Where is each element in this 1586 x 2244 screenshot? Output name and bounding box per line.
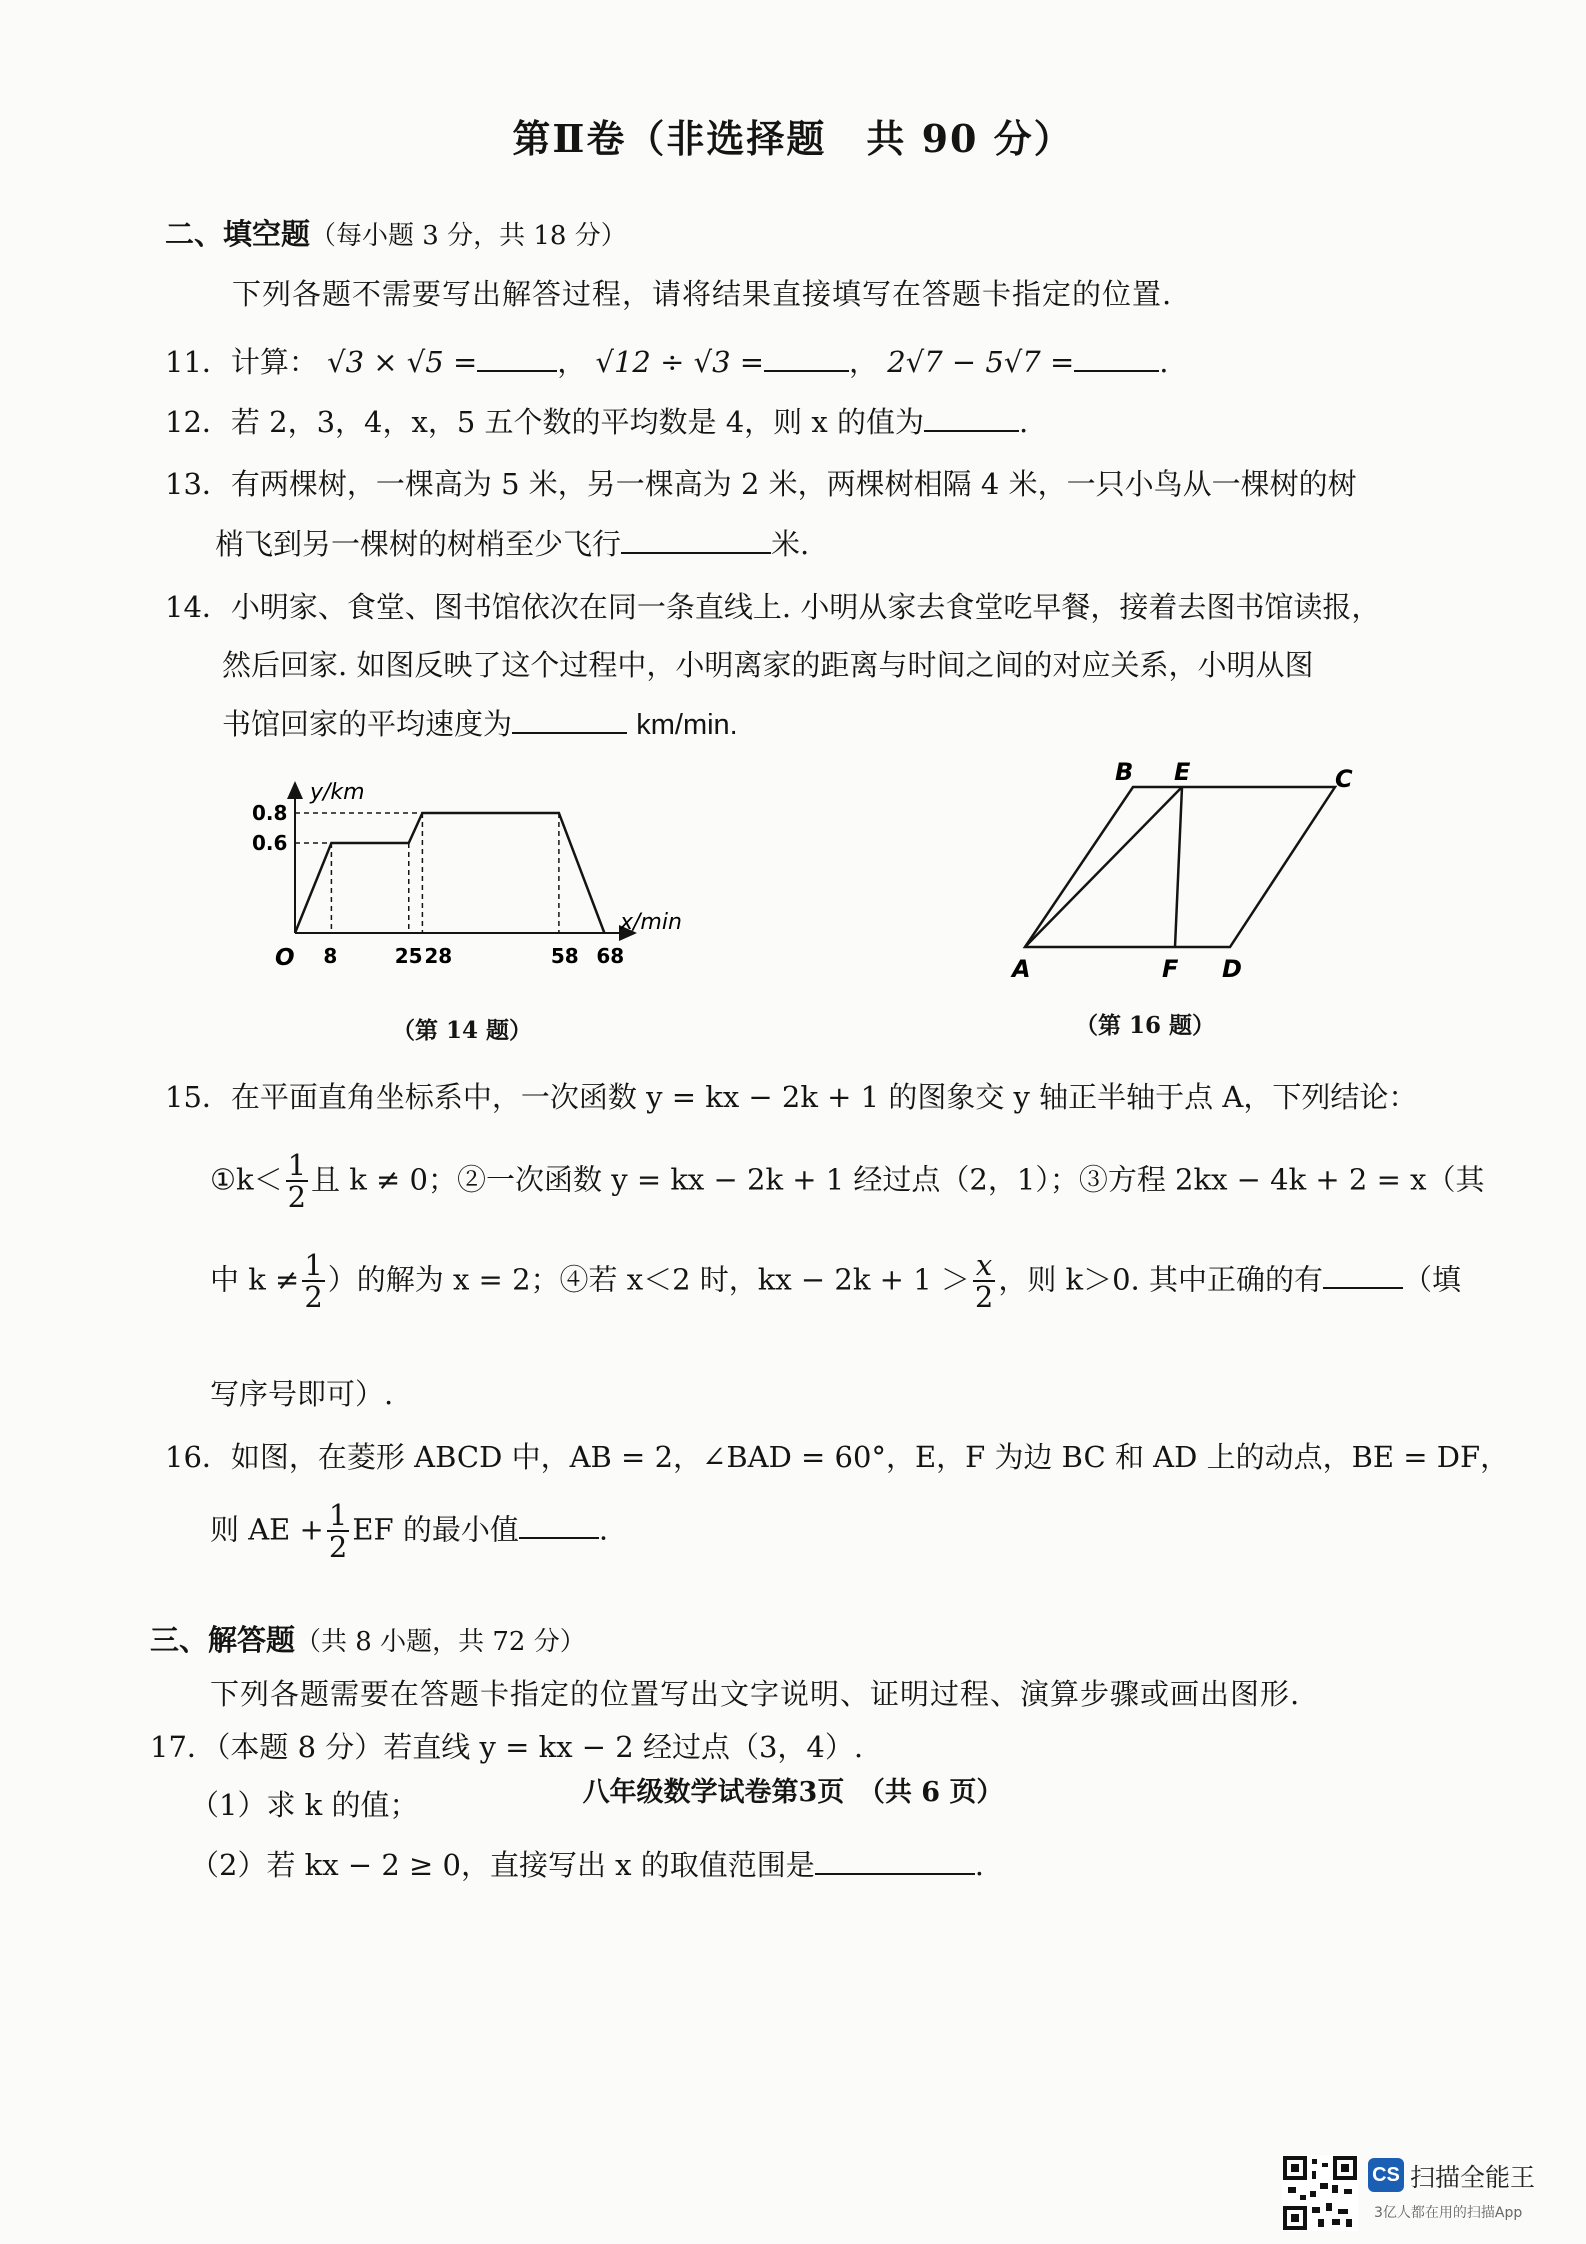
fig16-segment-ef [1175, 787, 1182, 947]
q13-line1: 有两棵树，一棵高为 5 米，另一棵高为 2 米，两棵树相隔 4 米，一只小鸟从一棵树的树 [230, 467, 1357, 501]
fig14-xlabel: x/min [620, 910, 682, 935]
qr-code-icon [1282, 2155, 1358, 2231]
fig14-xtick-label: 68 [596, 944, 625, 968]
question-12 [165, 400, 1028, 441]
q17-text: （本题 8 分）若直线 y = kx − 2 经过点（3，4）. [215, 1730, 864, 1764]
q14-line1: 小明家、食堂、图书馆依次在同一条直线上. 小明从家去食堂吃早餐，接着去图书馆读报， [230, 590, 1381, 624]
fig14-ytick-label: 0.8 [252, 801, 288, 825]
q16-frac-den: 2 [328, 1530, 348, 1565]
q13-number: 13． [165, 467, 231, 501]
fig14-xtick-label: 58 [550, 944, 579, 968]
fig16-label-f: F [1162, 955, 1179, 983]
scanner-tagline: 3亿人都在用的扫描App [1374, 2205, 1523, 2221]
q16-blank[interactable] [519, 1511, 599, 1539]
q17-number: 17． [150, 1730, 216, 1764]
q11-part3: 2√7 − 5√7 = [887, 345, 1075, 379]
q15-line3d: （填 [1403, 1262, 1462, 1297]
q15-frac-num: 1 [287, 1148, 307, 1182]
q17-end: . [974, 1848, 984, 1882]
q14-number: 14． [165, 590, 231, 624]
q16-frac-num: 1 [328, 1498, 348, 1532]
fig14-guide-lines [295, 813, 559, 933]
q15-blank[interactable] [1323, 1261, 1403, 1289]
q14-blank[interactable] [512, 706, 627, 734]
q15-line3b: ）的解为 x = 2；④若 x＜2 时，kx − 2k + 1 ＞ [327, 1262, 970, 1297]
q11-blank-1[interactable] [477, 344, 557, 372]
figure-14-caption: （第 14 题） [392, 1017, 533, 1044]
q11-blank-2[interactable] [764, 344, 849, 372]
q15-fraction-half-2 [302, 1250, 324, 1313]
q15-frac2-num: 1 [304, 1248, 323, 1282]
q16-line2a: 则 AE + [210, 1512, 324, 1547]
fig14-xtick-label: 8 [323, 944, 338, 968]
q11-blank-3[interactable] [1074, 344, 1159, 372]
fig16-label-e: E [1174, 758, 1191, 786]
question-16-line2 [210, 1500, 608, 1563]
q17-blank[interactable] [815, 1847, 975, 1875]
q16-end: . [598, 1512, 609, 1547]
fig14-xtick-label: 25 [394, 944, 423, 968]
fig16-label-b: B [1115, 758, 1134, 786]
q15-line3a: 中 k ≠ [210, 1262, 300, 1297]
figure-14-graph [250, 765, 730, 1035]
question-15-line3 [210, 1250, 1461, 1313]
q12-text: 若 2，3，4，x，5 五个数的平均数是 4，则 x 的值为 [230, 405, 924, 439]
q15-line2b: 且 k ≠ 0；②一次函数 y = kx − 2k + 1 经过点（2，1）；③方程 2kx − 4k + 2 = x（其 [311, 1162, 1485, 1197]
scanner-logo-icon: CS [1368, 2158, 1404, 2192]
q11-label: 计算： [230, 345, 318, 379]
question-13 [165, 462, 1357, 503]
q11-part2: √12 ÷ √3 = [595, 345, 765, 379]
q16-number: 16． [165, 1440, 231, 1474]
q15-line1: 在平面直角坐标系中，一次函数 y = kx − 2k + 1 的图象交 y 轴正半轴于点 A，下列结论： [230, 1080, 1418, 1114]
fig16-label-a: A [1012, 955, 1031, 983]
q12-end: . [1018, 405, 1029, 439]
question-13-line2 [215, 522, 809, 563]
q15-frac2-den: 2 [304, 1280, 323, 1315]
fig16-segment-ae [1025, 787, 1182, 947]
q15-line2a: ①k＜ [210, 1162, 283, 1197]
section-three-note: （共 8 小题，共 72 分） [295, 1627, 586, 1657]
q14-line2: 然后回家. 如图反映了这个过程中，小明离家的距离与时间之间的对应关系，小明从图 [222, 648, 1314, 682]
q16-line1: 如图，在菱形 ABCD 中，AB = 2，∠BAD = 60°，E，F 为边 BC 和 AD 上的动点，BE = DF， [230, 1440, 1510, 1474]
q17-sub1: （1）求 k 的值； [190, 1788, 419, 1822]
figure-16-caption: （第 16 题） [1075, 1012, 1216, 1039]
q16-fraction-half [327, 1500, 349, 1563]
q11-number: 11． [165, 345, 231, 379]
fig16-label-c: C [1335, 765, 1353, 793]
paper-title: 第Ⅱ卷（非选择题 共 90 分） [512, 116, 1074, 161]
q15-frac3-num: x [973, 1250, 995, 1282]
q15-line3c: ，则 k＞0. 其中正确的有 [998, 1262, 1323, 1297]
question-14 [165, 585, 1380, 626]
q16-line2b: EF 的最小值 [352, 1512, 519, 1547]
section-two-title: 二、填空题 [165, 217, 311, 251]
q15-fraction-half [286, 1150, 308, 1213]
fig14-series-line [295, 813, 604, 933]
question-16 [165, 1435, 1509, 1476]
q13-line2: 梢飞到另一棵树的树梢至少飞行 [215, 527, 622, 561]
question-11: 11．计算： √3 × √5 = ， √12 ÷ √3 = ， 2√7 − 5√7 = . [165, 345, 1169, 379]
section-three-title: 三、解答题 [150, 1623, 296, 1657]
q12-blank[interactable] [924, 404, 1019, 432]
section-two-heading [165, 212, 627, 253]
q15-frac3-den: 2 [974, 1280, 994, 1315]
figure-16-rhombus [1010, 755, 1380, 990]
question-17 [150, 1725, 863, 1766]
page-footer: 八年级数学试卷第3页 （共 6 页） [582, 1777, 1004, 1808]
fig16-label-d: D [1222, 955, 1242, 983]
q15-line4: 写序号即可）. [210, 1377, 394, 1411]
q15-frac-den: 2 [287, 1180, 307, 1215]
question-17-sub2 [190, 1843, 984, 1884]
question-15-line2 [210, 1150, 1484, 1213]
section-two-note: （每小题 3 分，共 18 分） [310, 221, 627, 251]
section-three-instruction: 下列各题需要在答题卡指定的位置写出文字说明、证明过程、演算步骤或画出图形. [210, 1677, 1301, 1711]
q14-line3: 书馆回家的平均速度为 [222, 707, 513, 741]
q13-end: 米. [771, 527, 810, 561]
section-three-heading [150, 1618, 586, 1659]
q12-number: 12． [165, 405, 231, 439]
q11-part1: √3 × √5 = [327, 345, 478, 379]
fig14-ylabel: y/km [310, 780, 365, 805]
section-two-instruction: 下列各题不需要写出解答过程，请将结果直接填写在答题卡指定的位置. [232, 277, 1173, 311]
fig14-ytick-label: 0.6 [252, 831, 288, 855]
q15-number: 15． [165, 1080, 231, 1114]
q15-fraction-x-over-2 [973, 1250, 995, 1313]
fig14-origin: O [275, 945, 295, 971]
fig14-xtick-label: 28 [424, 944, 453, 968]
q14-end: km/min. [636, 709, 738, 741]
scanner-brand-name: 扫描全能王 [1410, 2163, 1536, 2192]
q17-sub2: （2）若 kx − 2 ≥ 0，直接写出 x 的取值范围是 [190, 1848, 815, 1882]
q13-blank[interactable] [621, 526, 771, 554]
question-15 [165, 1075, 1417, 1116]
question-14-line3 [222, 702, 738, 743]
